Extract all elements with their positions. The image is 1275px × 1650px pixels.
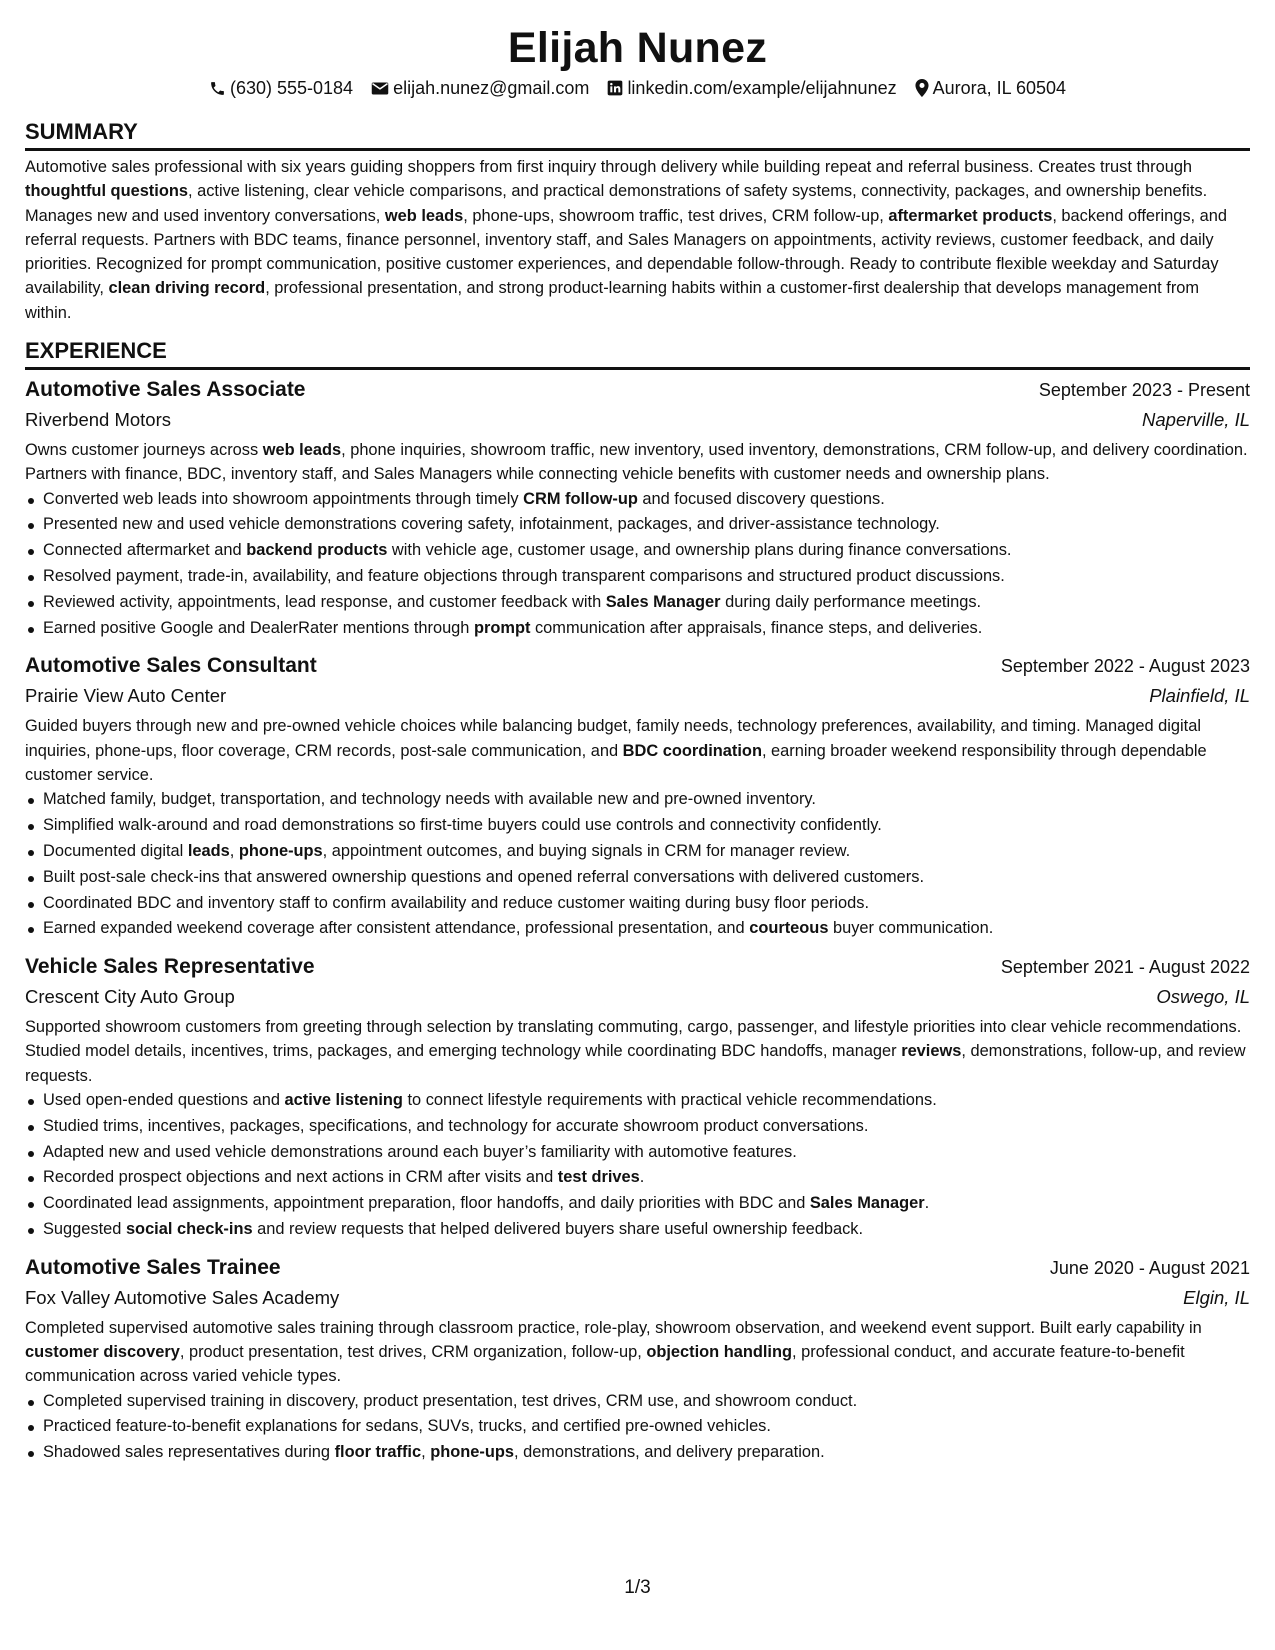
job-title: Automotive Sales Associate — [25, 378, 306, 402]
job-title: Automotive Sales Trainee — [25, 1255, 281, 1279]
bullet-item: Studied trims, incentives, packages, specifications, and technology for accurate showroom product conversations. — [25, 1114, 1250, 1140]
linkedin-icon — [607, 80, 623, 96]
bullet-item: Adapted new and used vehicle demonstrations around each buyer’s familiarity with automotive features. — [25, 1140, 1250, 1166]
contact-bar — [25, 76, 1250, 100]
email-link[interactable]: elijah.nunez@gmail.com — [393, 78, 590, 98]
contact-phone — [209, 76, 353, 100]
job-description: Completed supervised automotive sales training through classroom practice, role-play, showroom observation, and weekend event support. Built early capability in customer discovery, product presentation, test drives, CRM organization, follow-up, objection handling, professional conduct, and accurate feature-to-benefit communication across varied vehicle types. — [25, 1318, 1202, 1386]
job-entry — [25, 375, 1250, 641]
job-title: Automotive Sales Consultant — [25, 654, 317, 678]
bullet-item: Converted web leads into showroom appointments through timely CRM follow-up and focused discovery questions. — [25, 487, 1250, 513]
summary-paragraph: Automotive sales professional with six years guiding shoppers from first inquiry through delivery while building repeat and referral business. Creates trust through thoughtful questions, active listening, clear vehicle comparisons, and practical demonstrations of safety systems, connectivity, packages, and ownership benefits. Manages new and used inventory conversations, web leads, phone-ups, showroom traffic, test drives, CRM follow-up, aftermarket products, backend offerings, and referral requests. Partners with BDC teams, finance personnel, inventory staff, and Sales Managers on appointments, activity reviews, customer feedback, and daily priorities. Recognized for prompt communication, positive customer experiences, and dependable follow-through. Ready to contribute flexible weekday and Saturday availability, clean driving record, professional presentation, and strong product-learning habits within a customer-first dealership that develops management from within. — [25, 158, 1227, 322]
job-bullets — [25, 787, 1250, 942]
contact-email[interactable] — [371, 76, 589, 100]
bullet-item: Matched family, budget, transportation, and technology needs with available new and pre-owned inventory. — [25, 787, 1250, 813]
page-number: 1/3 — [624, 1577, 651, 1598]
contact-linkedin[interactable] — [607, 76, 896, 100]
job-dates: September 2022 - August 2023 — [1000, 656, 1250, 677]
summary-heading: SUMMARY — [25, 118, 1250, 151]
job-description: Owns customer journeys across web leads, phone inquiries, showroom traffic, new inventory, used inventory, demonstrations, CRM follow-up, and delivery coordination. Partners with finance, BDC, inventory staff, and Sales Managers while connecting vehicle benefits with customer needs and ownership plans. — [25, 441, 1248, 484]
bullet-item: Built post-sale check-ins that answered ownership questions and opened referral conversations with delivered customers. — [25, 865, 1250, 891]
job-company: Fox Valley Automotive Sales Academy — [25, 1286, 340, 1308]
bullet-item: Documented digital leads, phone-ups, appointment outcomes, and buying signals in CRM for manager review. — [25, 839, 1250, 865]
job-location: Oswego, IL — [1156, 986, 1250, 1008]
job-company: Crescent City Auto Group — [25, 986, 235, 1008]
bullet-item: Shadowed sales representatives during floor traffic, phone-ups, demonstrations, and delivery preparation. — [25, 1440, 1250, 1466]
candidate-name: Elijah Nunez — [507, 24, 768, 72]
bullet-item: Completed supervised training in discovery, product presentation, test drives, CRM use, and showroom conduct. — [25, 1389, 1250, 1415]
summary-section — [25, 118, 1250, 325]
job-dates: September 2023 - Present — [1038, 380, 1250, 401]
job-location: Elgin, IL — [1183, 1286, 1250, 1308]
phone-text: (630) 555-0184 — [229, 78, 354, 98]
bullet-item: Earned expanded weekend coverage after consistent attendance, professional presentation, and courteous buyer communication. — [25, 916, 1250, 942]
bullet-item: Coordinated lead assignments, appointment preparation, floor handoffs, and daily priorities with BDC and Sales Manager. — [25, 1191, 1250, 1217]
job-description: Supported showroom customers from greeting through selection by translating commuting, cargo, passenger, and lifestyle priorities into clear vehicle recommendations. Studied model details, incentives, trims, packages, and emerging technology while coordinating BDC handoffs, manager reviews, demonstrations, follow-up, and review requests. — [25, 1018, 1246, 1085]
job-bullets — [25, 487, 1250, 642]
job-dates: September 2021 - August 2022 — [1000, 957, 1250, 978]
job-bullets — [25, 1088, 1250, 1243]
job-title: Vehicle Sales Representative — [25, 955, 315, 979]
bullet-item: Recorded prospect objections and next actions in CRM after visits and test drives. — [25, 1165, 1250, 1191]
bullet-item: Presented new and used vehicle demonstrations covering safety, infotainment, packages, and driver-assistance technology. — [25, 512, 1250, 538]
job-dates: June 2020 - August 2021 — [1049, 1257, 1250, 1278]
bullet-item: Practiced feature-to-benefit explanations for sedans, SUVs, trucks, and certified pre-owned vehicles. — [25, 1414, 1250, 1440]
bullet-item: Suggested social check-ins and review requests that helped delivered buyers share useful ownership feedback. — [25, 1217, 1250, 1243]
experience-heading: EXPERIENCE — [25, 337, 1250, 370]
job-company: Prairie View Auto Center — [25, 685, 227, 707]
envelope-icon — [371, 81, 389, 96]
linkedin-link[interactable]: linkedin.com/example/elijahnunez — [627, 78, 897, 98]
job-location: Plainfield, IL — [1149, 685, 1250, 707]
map-pin-icon — [915, 79, 929, 97]
bullet-item: Coordinated BDC and inventory staff to confirm availability and reduce customer waiting during busy floor periods. — [25, 891, 1250, 917]
experience-section — [25, 337, 1250, 1466]
job-location: Naperville, IL — [1142, 409, 1250, 431]
job-entry — [25, 651, 1250, 942]
job-company: Riverbend Motors — [25, 409, 172, 431]
bullet-item: Used open-ended questions and active listening to connect lifestyle requirements with practical vehicle recommendations. — [25, 1088, 1250, 1114]
job-entry — [25, 952, 1250, 1243]
phone-icon — [209, 80, 226, 97]
job-description: Guided buyers through new and pre-owned vehicle choices while balancing budget, family needs, technology preferences, availability, and timing. Managed digital inquiries, phone-ups, floor coverage, CRM records, post-sale communication, and BDC coordination, earning broader weekend responsibility through dependable customer service. — [25, 717, 1207, 785]
resume-page — [25, 22, 1250, 1466]
job-entry — [25, 1253, 1250, 1466]
bullet-item: Simplified walk-around and road demonstrations so first-time buyers could use controls and connectivity confidently. — [25, 813, 1250, 839]
bullet-item: Earned positive Google and DealerRater mentions through prompt communication after appraisals, finance steps, and deliveries. — [25, 616, 1250, 642]
bullet-item: Connected aftermarket and backend products with vehicle age, customer usage, and ownership plans during finance conversations. — [25, 538, 1250, 564]
job-bullets — [25, 1389, 1250, 1466]
bullet-item: Resolved payment, trade-in, availability, and feature objections through transparent comparisons and structured product discussions. — [25, 564, 1250, 590]
bullet-item: Reviewed activity, appointments, lead response, and customer feedback with Sales Manager during daily performance meetings. — [25, 590, 1250, 616]
location-text: Aurora, IL 60504 — [932, 78, 1067, 98]
contact-location — [915, 76, 1066, 100]
